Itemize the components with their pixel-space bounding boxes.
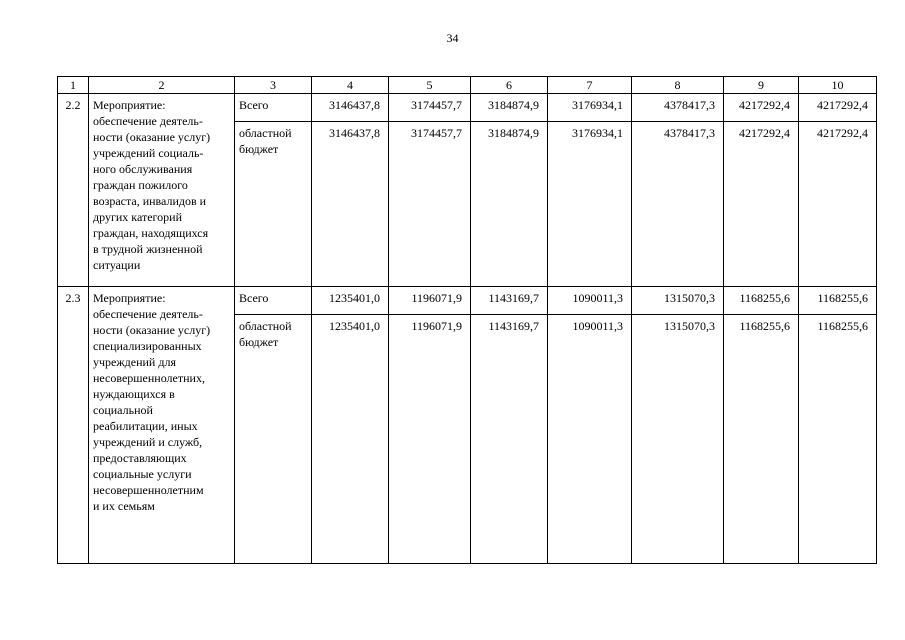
row-index: 2.2	[58, 94, 89, 287]
value-cell: 3174457,7	[389, 94, 471, 122]
value-cell: 3176934,1	[548, 94, 632, 122]
header-cell: 3	[235, 77, 312, 94]
value-cell: 1315070,3	[632, 287, 724, 315]
value-cell: 3184874,9	[471, 94, 548, 122]
header-cell: 10	[799, 77, 877, 94]
value-cell: 1168255,6	[799, 287, 877, 315]
value-cell: 1168255,6	[724, 315, 799, 564]
table-row	[58, 94, 877, 122]
table-row	[58, 287, 877, 315]
header-cell: 6	[471, 77, 548, 94]
value-cell: 3146437,8	[312, 122, 389, 287]
value-cell: 1090011,3	[548, 287, 632, 315]
value-cell: 4378417,3	[632, 94, 724, 122]
value-cell: 4217292,4	[724, 122, 799, 287]
funding-source: Всего	[235, 94, 312, 122]
value-cell: 1315070,3	[632, 315, 724, 564]
value-cell: 4217292,4	[799, 94, 877, 122]
funding-source: Всего	[235, 287, 312, 315]
funding-source: областной бюджет	[235, 122, 312, 287]
header-row	[58, 77, 877, 94]
value-cell: 3184874,9	[471, 122, 548, 287]
header-cell: 7	[548, 77, 632, 94]
value-cell: 3176934,1	[548, 122, 632, 287]
page-number: 34	[446, 31, 459, 45]
header-cell: 9	[724, 77, 799, 94]
value-cell: 1196071,9	[389, 315, 471, 564]
row-index: 2.3	[58, 287, 89, 564]
row-description: Мероприятие: обеспечение деятель- ности (оказание услуг) специализированных учреждений для несовершеннолетних, нуждающихся в социальной реабилитации, иных учреждений и служб, предоставляющих социальные услуги несовершеннолетним и их семьям	[89, 287, 235, 564]
header-cell: 1	[58, 77, 89, 94]
value-cell: 1168255,6	[724, 287, 799, 315]
value-cell: 3146437,8	[312, 94, 389, 122]
value-cell: 4378417,3	[632, 122, 724, 287]
value-cell: 1168255,6	[799, 315, 877, 564]
header-cell: 2	[89, 77, 235, 94]
value-cell: 1235401,0	[312, 315, 389, 564]
header-cell: 5	[389, 77, 471, 94]
header-cell: 4	[312, 77, 389, 94]
value-cell: 3174457,7	[389, 122, 471, 287]
value-cell: 1235401,0	[312, 287, 389, 315]
budget-table	[57, 76, 877, 564]
value-cell: 1090011,3	[548, 315, 632, 564]
value-cell: 4217292,4	[724, 94, 799, 122]
value-cell: 1143169,7	[471, 287, 548, 315]
funding-source: областной бюджет	[235, 315, 312, 564]
value-cell: 4217292,4	[799, 122, 877, 287]
row-description: Мероприятие: обеспечение деятель- ности (оказание услуг) учреждений социаль- ного обслуживания граждан пожилого возраста, инвалидов и других категорий граждан, находящихся в трудной жизненной ситуации	[89, 94, 235, 287]
header-cell: 8	[632, 77, 724, 94]
value-cell: 1196071,9	[389, 287, 471, 315]
value-cell: 1143169,7	[471, 315, 548, 564]
